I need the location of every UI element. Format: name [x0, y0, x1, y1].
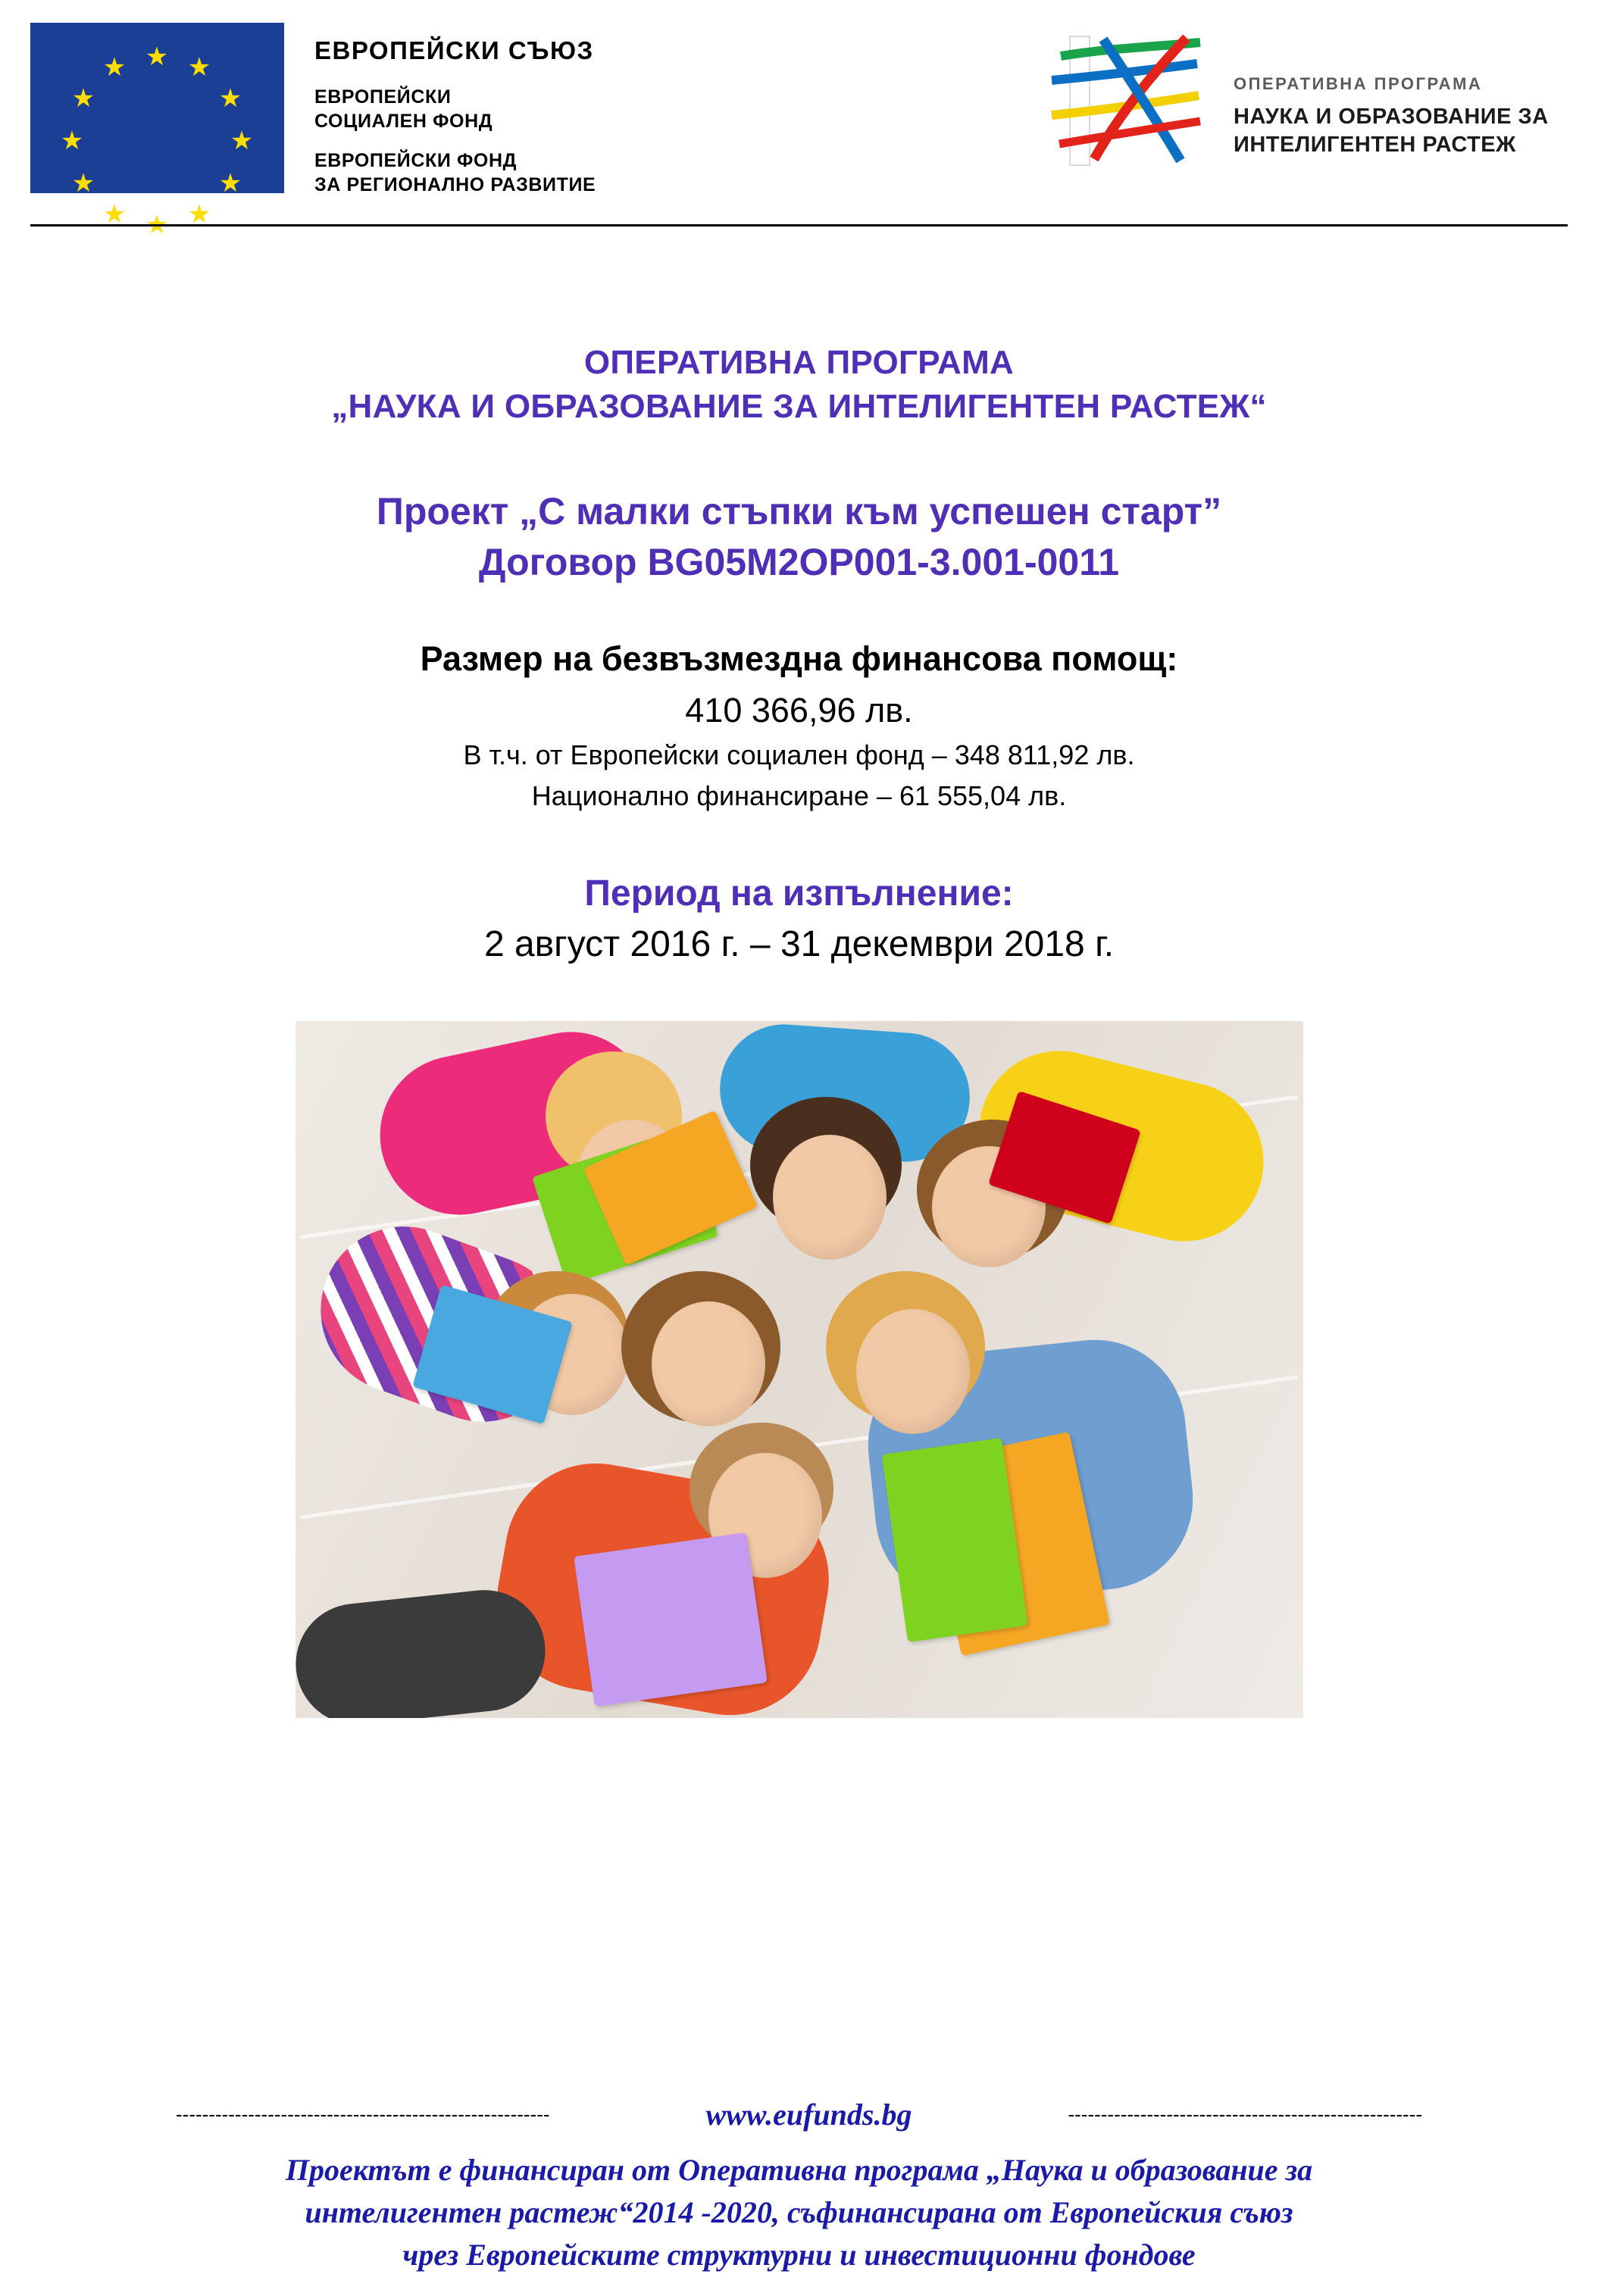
children-photo [296, 1021, 1303, 1718]
funding-statement-line3: чрез Европейските структурни и инвестиционни фондове [402, 2238, 1196, 2272]
program-line-1: ОПЕРАТИВНА ПРОГРАМА [583, 344, 1015, 381]
grant-amount: 410 366,96 лв. [685, 691, 913, 730]
photo-book-green-2 [881, 1438, 1027, 1642]
photo-book-purple [574, 1532, 768, 1707]
document-footer [0, 2097, 1598, 2276]
eu-erdf-label [314, 148, 596, 197]
period-value: 2 август 2016 г. – 31 декември 2018 г. [483, 924, 1115, 965]
website-line [0, 2097, 1598, 2132]
header-logos [0, 0, 1598, 239]
eu-erdf-label-line1: ЕВРОПЕЙСКИ ФОНД [314, 150, 518, 171]
contract-number: Договор BG05M2OP001-3.001-0011 [478, 541, 1120, 584]
document-body [0, 227, 1598, 1718]
eu-title: ЕВРОПЕЙСКИ СЪЮЗ [314, 36, 594, 64]
eu-erdf-label-line2: ЗА РЕГИОНАЛНО РАЗВИТИЕ [314, 174, 596, 195]
op-logo-block [1038, 30, 1549, 170]
program-line-2: „НАУКА И ОБРАЗОВАНИЕ ЗА ИНТЕЛИГЕНТЕН РАСТЕЖ“ [331, 388, 1267, 426]
period-label: Период на изпълнение: [584, 873, 1014, 914]
funding-statement-line2: интелигентен растеж“2014 -2020, съфинансирана от Европейския съюз [305, 2195, 1293, 2229]
photo-head-2 [773, 1135, 887, 1260]
op-emblem-icon [1038, 30, 1212, 170]
eu-logo-text [284, 23, 596, 212]
op-name-line1: НАУКА И ОБРАЗОВАНИЕ ЗА [1234, 105, 1549, 130]
op-logo-text [1212, 42, 1549, 158]
funding-statement [0, 2149, 1598, 2276]
photo-head-6 [856, 1309, 970, 1434]
eu-esf-label [314, 85, 596, 133]
eu-flag-icon: ★ ★ ★ ★ ★ ★ ★ ★ ★ ★ ★ ★ [30, 23, 284, 193]
dashes-right: ------------------------------------------------------ [1068, 2103, 1423, 2126]
eu-esf-label-line1: ЕВРОПЕЙСКИ [314, 86, 452, 108]
grant-national: Национално финансиране – 61 555,04 лв. [531, 780, 1067, 812]
dashes-left: --------------------------------------------------------- [176, 2103, 550, 2126]
project-title: Проект „С малки стъпки към успешен старт” [376, 490, 1222, 533]
op-small-label: ОПЕРАТИВНА ПРОГРАМА [1234, 74, 1483, 94]
project-block [0, 486, 1598, 588]
eu-logo-block [30, 23, 596, 239]
photo-head-5 [652, 1301, 765, 1426]
grant-label: Размер на безвъзмездна финансова помощ: [420, 639, 1178, 679]
header-divider [30, 224, 1568, 226]
document-header [0, 0, 1598, 239]
funding-statement-line1: Проектът е финансиран от Оперативна програма „Наука и образование за [285, 2153, 1313, 2187]
eufunds-link[interactable]: www.eufunds.bg [705, 2098, 912, 2132]
op-name-line2: ИНТЕЛИГЕНТЕН РАСТЕЖ [1234, 132, 1516, 157]
grant-esf: В т.ч. от Европейски социален фонд – 348 811,92 лв. [463, 739, 1135, 771]
eu-esf-label-line2: СОЦИАЛЕН ФОНД [314, 111, 493, 132]
